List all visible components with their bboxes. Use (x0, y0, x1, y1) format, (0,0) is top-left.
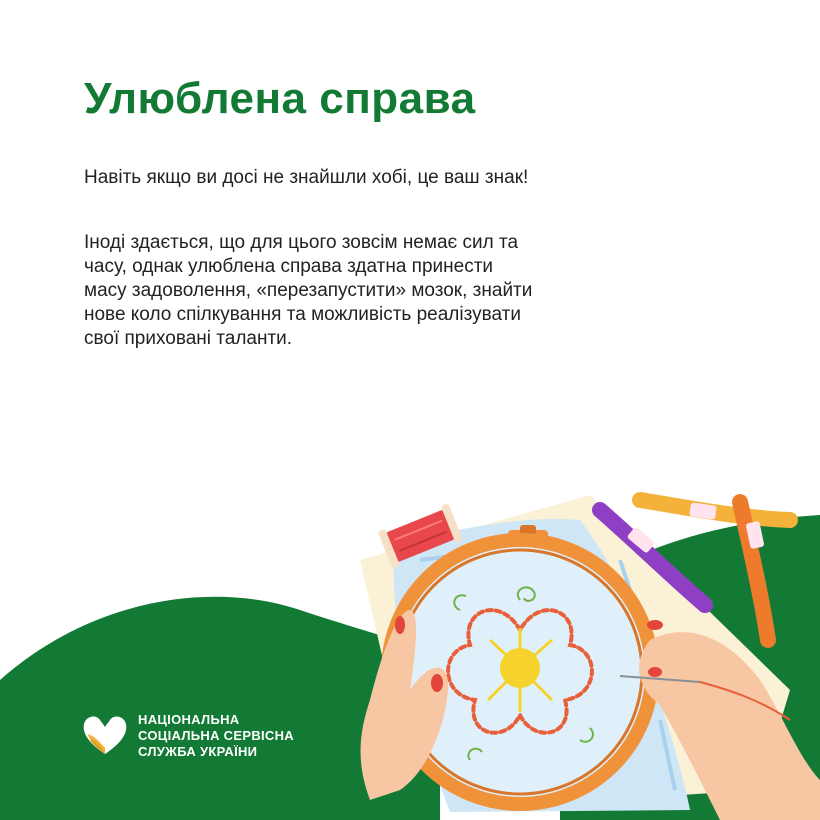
body-text (84, 231, 644, 351)
body-line: Іноді здається, що для цього зовсім немає сил та (84, 232, 519, 253)
logo-line: СОЦІАЛЬНА СЕРВІСНА (138, 728, 294, 743)
body-line: нове коло спілкування та можливість реалізувати (84, 304, 521, 325)
body-line: масу задоволення, «перезапустити» мозок, знайти (84, 280, 533, 301)
floss-yellow (640, 500, 790, 520)
body-line: часу, однак улюблена справа здатна принести (84, 256, 494, 277)
page-title: Улюблена справа (84, 74, 476, 123)
logo-line: НАЦІОНАЛЬНА (138, 712, 240, 727)
body-line: свої приховані таланти. (84, 328, 293, 349)
logo-text (138, 712, 294, 760)
lead-text: Навіть якщо ви досі не знайшли хобі, це ваш знак! (84, 167, 529, 188)
organization-logo (80, 712, 294, 760)
logo-line: СЛУЖБА УКРАЇНИ (138, 744, 258, 759)
heart-hands-icon (80, 712, 130, 758)
